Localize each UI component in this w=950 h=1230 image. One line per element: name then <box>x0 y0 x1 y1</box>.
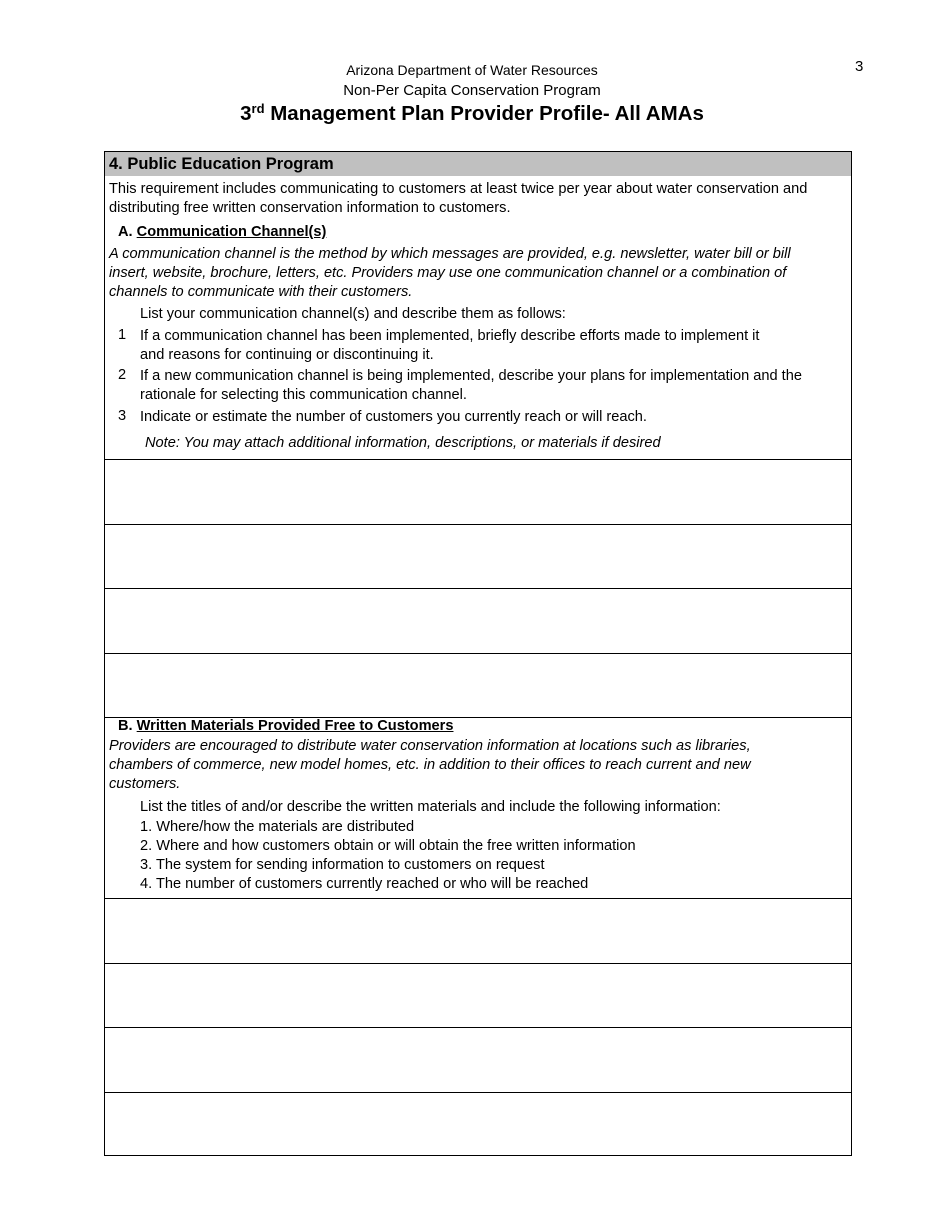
part-b-response-box-2[interactable] <box>105 964 851 1027</box>
part-a-item-3-line-1: Indicate or estimate the number of customers you currently reach or will reach. <box>140 409 647 425</box>
part-b-desc-line-3: customers. <box>109 776 181 792</box>
agency-name: Arizona Department of Water Resources <box>346 62 598 78</box>
section-intro-line-1: This requirement includes communicating to customers at least twice per year about water conservation and <box>109 181 808 197</box>
part-a-item-1-line-1: If a communication channel has been implemented, briefly describe efforts made to implement it <box>140 328 760 344</box>
part-a-item-number: 2 <box>118 367 127 383</box>
part-b-item-2: 2. Where and how customers obtain or will obtain the free written information <box>140 838 636 854</box>
part-a-item-2-line-1: If a new communication channel is being implemented, describe your plans for implementation and the <box>140 368 802 384</box>
part-a-response-box-4[interactable] <box>105 654 851 717</box>
part-a-instruction: List your communication channel(s) and describe them as follows: <box>140 306 566 322</box>
part-b-item-4: 4. The number of customers currently reached or who will be reached <box>140 876 589 892</box>
part-b-letter: B. <box>118 718 133 734</box>
part-a-item-2-line-2: rationale for selecting this communication channel. <box>140 387 467 403</box>
page-number: 3 <box>855 58 864 75</box>
part-b-title: Written Materials Provided Free to Customers <box>136 718 454 734</box>
form-table <box>104 151 852 1156</box>
part-a-letter: A. <box>118 224 133 240</box>
part-a-title: Communication Channel(s) <box>136 224 327 240</box>
part-a-response-box-1[interactable] <box>105 460 851 524</box>
part-b-response-box-1[interactable] <box>105 899 851 963</box>
part-b-item-3: 3. The system for sending information to customers on request <box>140 857 545 873</box>
part-a-desc-line-2: insert, website, brochure, letters, etc. Providers may use one communication channel or a combination of <box>109 265 787 281</box>
section-heading: 4. Public Education Program <box>105 152 851 176</box>
title-superscript: rd <box>251 101 265 116</box>
part-b-response-box-4[interactable] <box>105 1093 851 1155</box>
part-b-item-1: 1. Where/how the materials are distributed <box>140 819 415 835</box>
part-a-response-box-2[interactable] <box>105 525 851 588</box>
part-a-item-number: 3 <box>118 408 127 424</box>
part-a-item-1-line-2: and reasons for continuing or discontinuing it. <box>140 347 434 363</box>
part-a-heading <box>118 224 326 240</box>
program-name: Non-Per Capita Conservation Program <box>343 82 601 99</box>
part-a-desc-line-3: channels to communicate with their customers. <box>109 284 413 300</box>
part-b-desc-line-2: chambers of commerce, new model homes, etc. in addition to their offices to reach current and new <box>109 757 751 773</box>
part-b-response-box-3[interactable] <box>105 1028 851 1092</box>
part-b-heading <box>118 718 453 734</box>
title-prefix: 3 <box>240 102 252 125</box>
part-b-instruction: List the titles of and/or describe the written materials and include the following information: <box>140 799 721 815</box>
part-a-note: Note: You may attach additional information, descriptions, or materials if desired <box>145 435 661 451</box>
part-a-desc-line-1: A communication channel is the method by which messages are provided, e.g. newsletter, water bill or bill <box>109 246 791 262</box>
page-title <box>0 102 944 126</box>
part-a-response-box-3[interactable] <box>105 589 851 653</box>
section-intro-line-2: distributing free written conservation information to customers. <box>109 200 511 216</box>
part-b-desc-line-1: Providers are encouraged to distribute water conservation information at locations such as libraries, <box>109 738 751 754</box>
title-rest: Management Plan Provider Profile- All AMAs <box>264 102 704 125</box>
part-a-item-number: 1 <box>118 327 127 343</box>
